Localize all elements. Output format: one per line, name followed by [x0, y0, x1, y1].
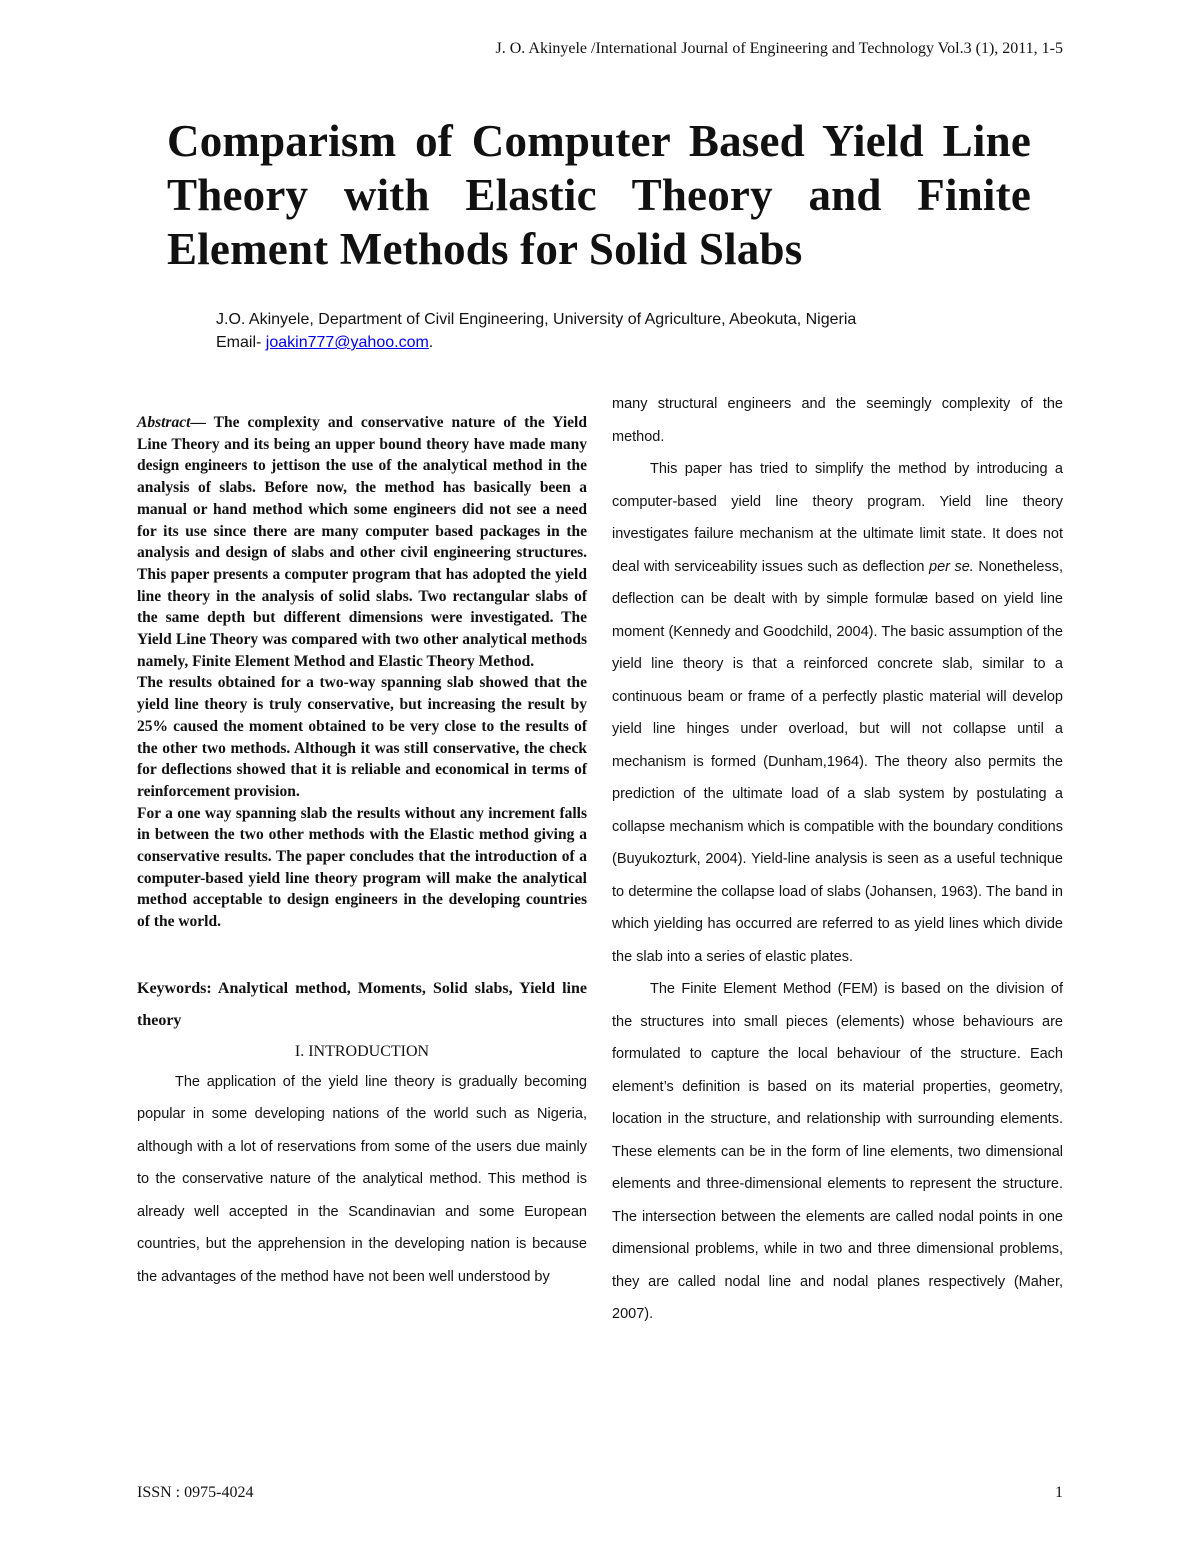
left-column	[137, 412, 587, 1293]
author-block	[216, 308, 1016, 354]
abstract-label: Abstract	[137, 414, 191, 431]
running-header: J. O. Akinyele /International Journal of Engineering and Technology Vol.3 (1), 2011, 1-5	[495, 40, 1063, 57]
email-suffix: .	[428, 334, 434, 351]
email-label: Email-	[216, 334, 266, 351]
footer-issn: ISSN : 0975-4024	[137, 1484, 254, 1501]
abstract-paragraph-3: For a one way spanning slab the results without any increment falls in between the two other methods with the Elastic method giving a conservative results. The paper concludes that the introduction of a computer-based yield line theory program will make the analytical method acceptable to design engineers in the developing countries of the world.	[137, 804, 587, 931]
page-number: 1	[1055, 1484, 1063, 1501]
abstract	[137, 412, 587, 933]
intro-paragraph-1-continued: many structural engineers and the seemingly complexity of the method.	[612, 396, 1063, 445]
intro-paragraph-2-end: Nonetheless, deflection can be dealt with by simple formulæ based on yield line moment (Kennedy and Goodchild, 2004). The basic assumption of the yield line theory is that a reinforced concrete slab, similar to a continuous beam or frame of a perfectly plastic material will develop yield line hinges under overload, but will not collapse until a mechanism is formed (Dunham,1964). The theory also permits the prediction of the ultimate load of a slab system by postulating a collapse mechanism which is compatible with the boundary conditions (Buyukozturk, 2004). Yield-line analysis is seen as a useful technique to determine the collapse load of slabs (Johansen, 1963). The band in which yielding has occurred are referred to as yield lines which divide the slab into a series of elastic plates.	[612, 558, 1063, 965]
intro-paragraph-3: The Finite Element Method (FEM) is based on the division of the structures into small pieces (elements) whose behaviours are formulated to capture the local behaviour of the structure. Each element’s definition is based on its material properties, geometry, location in the structure, and relationship with surrounding elements. These elements can be in the form of line elements, two dimensional elements and three-dimensional elements to represent the structure. The intersection between the elements are called nodal points in one dimensional problems, while in two and three dimensional problems, they are called nodal line and nodal planes respectively (Maher, 2007).	[612, 981, 1063, 1322]
abstract-text-1: The complexity and conservative nature of the Yield Line Theory and its being an upper bound theory have made many design engineers to jettison the use of the analytical method in the analysis of slabs. Before now, the method has basically been a manual or hand method which some engineers did not see a need for its use since there are many computer based packages in the analysis and design of slabs and other civil engineering structures. This paper presents a computer program that has adopted the yield line theory in the analysis of solid slabs. Two rectangular slabs of the same depth but different dimensions were investigated. The Yield Line Theory was compared with two other analytical methods namely, Finite Element Method and Elastic Theory Method.	[137, 414, 587, 670]
intro-paragraph-2-italic: per se.	[929, 558, 974, 575]
author-affiliation: J.O. Akinyele, Department of Civil Engineering, University of Agriculture, Abeokuta, Nigeria	[216, 311, 857, 328]
intro-paragraph-2-start: This paper has tried to simplify the method by introducing a computer-based yield line theory program. Yield line theory investigates failure mechanism at the ultimate limit state. It does not deal with serviceability issues such as deflection	[612, 461, 1063, 575]
author-email-line	[216, 331, 1016, 354]
right-column	[612, 388, 1063, 1331]
paper-title: Comparism of Computer Based Yield Line Theory with Elastic Theory and Finite Element Methods for Solid Slabs	[167, 116, 1031, 274]
email-link[interactable]: joakin777@yahoo.com	[265, 334, 429, 351]
keywords: Keywords: Analytical method, Moments, Solid slabs, Yield line theory	[137, 979, 587, 1030]
abstract-dash: —	[190, 414, 214, 431]
intro-paragraph-1: The application of the yield line theory is gradually becoming popular in some developing nations of the world such as Nigeria, although with a lot of reservations from some of the users due mainly to the conservative nature of the analytical method. This method is already well accepted in the Scandinavian and some European countries, but the apprehension in the developing nation is because the advantages of the method have not been well understood by	[137, 1073, 587, 1285]
abstract-paragraph-2: The results obtained for a two-way spanning slab showed that the yield line theory is truly conservative, but increasing the result by 25% caused the moment obtained to be very close to the results of the other two methods. Although it was still conservative, the check for deflections showed that it is reliable and economical in terms of reinforcement provision.	[137, 674, 587, 800]
abstract-paragraph-1	[137, 412, 587, 672]
section-heading-introduction: I. INTRODUCTION	[294, 1042, 430, 1060]
intro-paragraph-2	[612, 453, 1063, 973]
